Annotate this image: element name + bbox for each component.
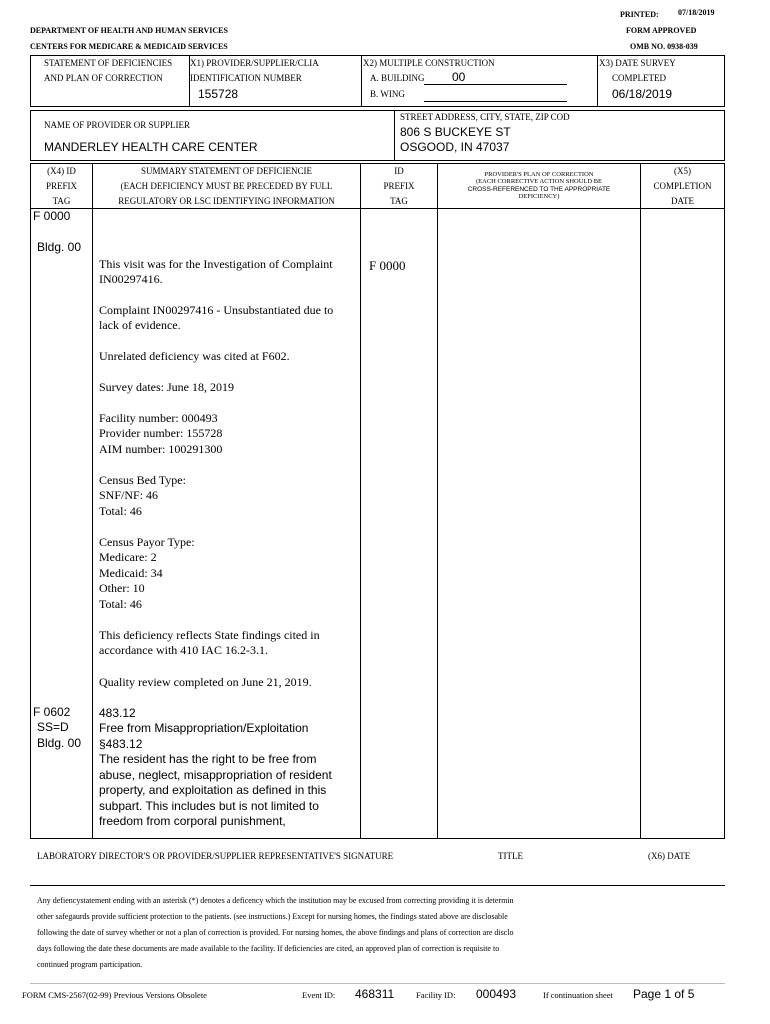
summary-header-3: REGULATORY OR LSC IDENTIFYING INFORMATION	[118, 196, 335, 206]
tag-bldg00: Bldg. 00	[37, 240, 82, 254]
disclaimer-l1: Any defiencystatement ending with an asterisk (*) denotes a deficency which the institution may be excused from correcting providing it is determin	[37, 896, 514, 905]
address-label: STREET ADDRESS, CITY, STATE, ZIP COD	[400, 112, 570, 122]
signature-label: LABORATORY DIRECTOR'S OR PROVIDER/SUPPLIER REPRESENTATIVE'S SIGNATURE	[37, 851, 394, 861]
body-p8-l1: This deficiency reflects State findings cited in	[99, 628, 320, 642]
f602-l6: property, and exploitation as defined in this	[99, 783, 327, 797]
body-p3: Unrelated deficiency was cited at F602.	[99, 349, 290, 363]
page-number: Page 1 of 5	[633, 987, 695, 1001]
provider-name-label: NAME OF PROVIDER OR SUPPLIER	[44, 120, 191, 130]
x4-header-3: TAG	[52, 196, 71, 206]
f602-l5: abuse, neglect, misappropriation of resident	[99, 768, 332, 782]
body-p7-l2: Medicare: 2	[99, 550, 157, 564]
summary-header-2: (EACH DEFICIENCY MUST BE PRECEDED BY FULL	[120, 181, 333, 191]
disclaimer-l3: following the date of survey whether or not a plan of correction is provided. For nursing homes, the above findings and plans of correction are disclo	[37, 928, 514, 937]
title-label: TITLE	[498, 851, 523, 861]
address-line-1: 806 S BUCKEYE ST	[400, 125, 511, 139]
body-p5-l1: Facility number: 000493	[99, 411, 218, 425]
printed-date: 07/18/2019	[678, 8, 715, 17]
wing-underline	[424, 101, 567, 102]
f602-l8: freedom from corporal punishment,	[99, 814, 286, 828]
body-p7-l4: Other: 10	[99, 581, 145, 595]
x1-label-2: IDENTIFICATION NUMBER	[190, 73, 302, 83]
facility-id-value: 000493	[476, 987, 517, 1001]
x5-header-2: COMPLETION	[653, 181, 712, 191]
provider-name-value: MANDERLEY HEALTH CARE CENTER	[44, 140, 258, 154]
body-p8-l2: accordance with 410 IAC 16.2-3.1.	[99, 643, 268, 657]
body-p7-l5: Total: 46	[99, 597, 142, 611]
x3-label-2: COMPLETED	[612, 73, 666, 83]
survey-date-value: 06/18/2019	[612, 87, 673, 101]
statement-label-1: STATEMENT OF DEFICIENCIES	[44, 58, 173, 68]
plan-header-1: PROVIDER'S PLAN OF CORRECTION	[484, 171, 594, 178]
body-p5-l3: AIM number: 100291300	[99, 442, 223, 456]
centers-title: CENTERS FOR MEDICARE & MEDICAID SERVICES	[30, 42, 228, 51]
body-p2-l2: lack of evidence.	[99, 318, 181, 332]
body-p2-l1: Complaint IN00297416 - Unsubstantiated due to	[99, 303, 334, 317]
tag-bldg00-f0602: Bldg. 00	[37, 736, 82, 750]
f602-l2: Free from Misappropriation/Exploitation	[99, 721, 309, 735]
tag-f0602: F 0602	[33, 705, 71, 719]
id-header-2: PREFIX	[383, 181, 415, 191]
body-p4: Survey dates: June 18, 2019	[99, 380, 234, 394]
printed-label: PRINTED:	[620, 10, 659, 19]
signature-rule	[30, 885, 725, 886]
body-p5-l2: Provider number: 155728	[99, 426, 223, 440]
wing-label: B. WING	[370, 89, 405, 99]
building-label: A. BUILDING	[370, 73, 425, 83]
f602-l4: The resident has the right to be free from	[99, 752, 317, 766]
summary-header-1: SUMMARY STATEMENT OF DEFICIENCIE	[140, 166, 313, 176]
x5-header-3: DATE	[671, 196, 694, 206]
omb-number: OMB NO. 0938-039	[630, 42, 698, 51]
top-rule	[30, 55, 725, 56]
f602-l3: §483.12	[99, 737, 143, 751]
facility-id-label: Facility ID:	[416, 990, 456, 1000]
disclaimer-l4: days following the date these documents are made available to the facility. If deficiencies are cited, an approved plan of correction is requisite to	[37, 944, 500, 953]
address-line-2: OSGOOD, IN 47037	[400, 140, 510, 154]
body-p1-l2: IN00297416.	[99, 272, 163, 286]
department-title: DEPARTMENT OF HEALTH AND HUMAN SERVICES	[30, 26, 228, 35]
tag-f0000: F 0000	[33, 209, 71, 223]
disclaimer-l5: continued program participation.	[37, 960, 143, 969]
event-id-label: Event ID:	[302, 990, 336, 1000]
body-p6-l2: SNF/NF: 46	[99, 488, 159, 502]
plan-header-3: CROSS-REFERENCED TO THE APPROPRIATE	[467, 186, 611, 193]
plan-tag-f0000: F 0000	[369, 258, 406, 273]
x5-header-1: (X5)	[674, 166, 691, 176]
building-value: 00	[452, 70, 466, 84]
building-underline	[424, 84, 567, 85]
statement-label-2: AND PLAN OF CORRECTION	[44, 73, 163, 83]
disclaimer-l2: other safegaurds provide sufficient protection to the patients. (see instructions.) Except for nursing homes, the findings stated above are disclosable	[37, 912, 508, 921]
x4-header-2: PREFIX	[45, 181, 77, 191]
x4-header-1: (X4) ID	[47, 166, 76, 176]
event-id-value: 468311	[355, 987, 395, 1001]
f602-l7: subpart. This includes but is not limited to	[99, 799, 319, 813]
x1-label-1: X1) PROVIDER/SUPPLIER/CLIA	[190, 58, 319, 68]
id-header-1: ID	[394, 166, 404, 176]
form-approved: FORM APPROVED	[626, 26, 697, 35]
id-header-3: TAG	[390, 196, 408, 206]
continuation-label: If continuation sheet	[543, 990, 613, 1000]
plan-header-2: (EACH CORRECTIVE ACTION SHOULD BE	[475, 178, 603, 185]
provider-id-value: 155728	[198, 87, 239, 101]
f602-l1: 483.12	[99, 706, 136, 720]
plan-header-4: DEFICIENCY)	[518, 193, 560, 200]
body-p1-l1: This visit was for the Investigation of Complaint	[99, 257, 333, 271]
x2-label: X2) MULTIPLE CONSTRUCTION	[363, 58, 495, 68]
top-box-bottom-rule	[30, 106, 725, 107]
form-number: FORM CMS-2567(02-99) Previous Versions Obsolete	[22, 990, 207, 1000]
x3-label-1: X3) DATE SURVEY	[599, 58, 676, 68]
body-p7-l1: Census Payor Type:	[99, 535, 195, 549]
date-label: (X6) DATE	[648, 851, 691, 861]
body-p9: Quality review completed on June 21, 2019.	[99, 675, 312, 689]
tag-ssd: SS=D	[37, 720, 69, 734]
body-p6-l1: Census Bed Type:	[99, 473, 186, 487]
body-p7-l3: Medicaid: 34	[99, 566, 163, 580]
body-p6-l3: Total: 46	[99, 504, 142, 518]
